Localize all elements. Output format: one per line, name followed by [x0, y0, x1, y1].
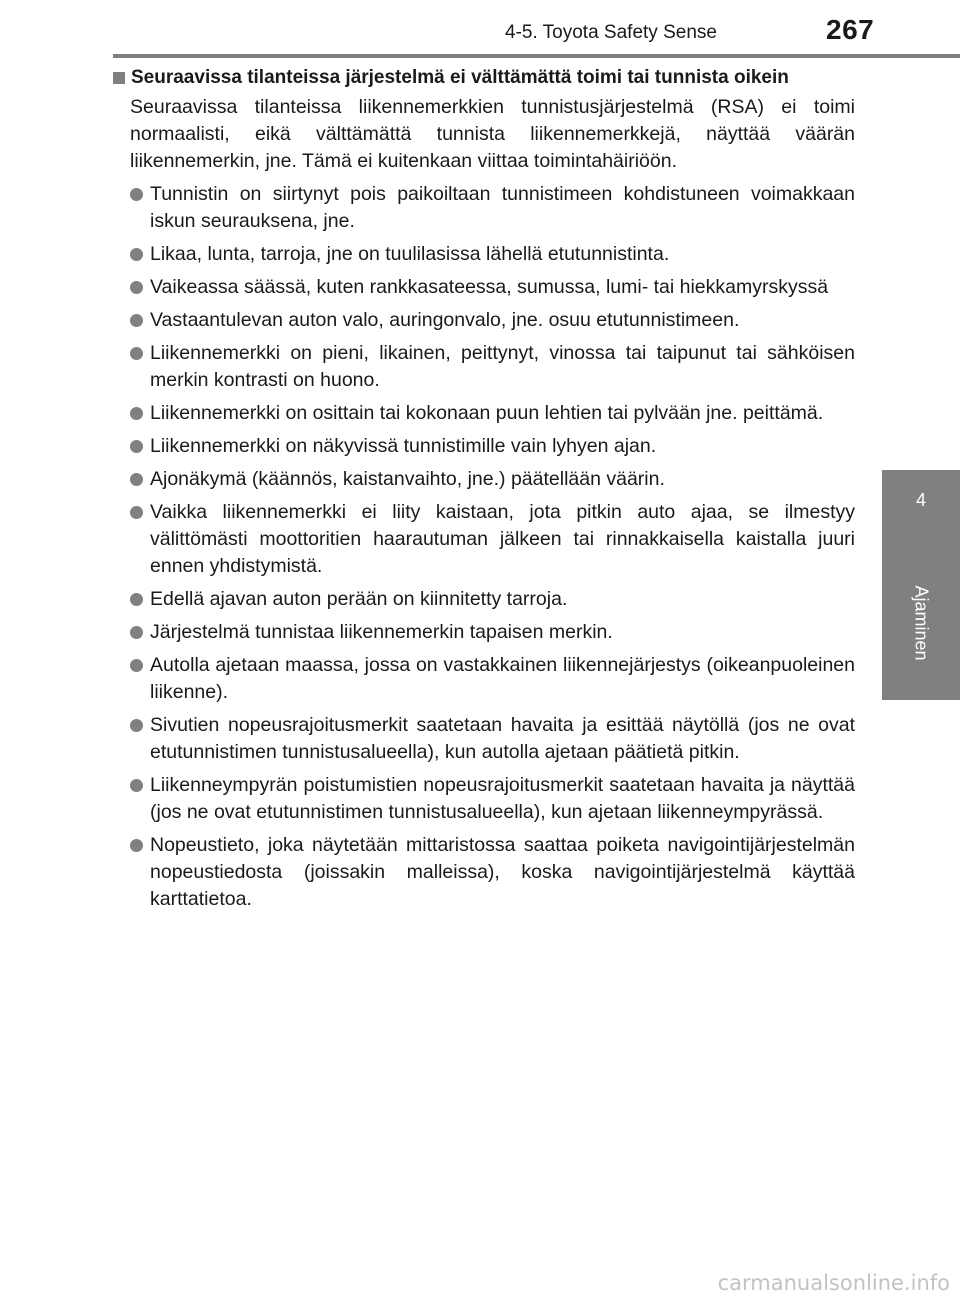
chapter-side-tab	[882, 470, 960, 700]
circle-bullet-icon	[130, 407, 143, 420]
list-item-text: Ajonäkymä (käännös, kaistanvaihto, jne.) päätellään väärin.	[150, 468, 665, 490]
circle-bullet-icon	[130, 347, 143, 360]
list-item	[130, 400, 855, 427]
circle-bullet-icon	[130, 440, 143, 453]
circle-bullet-icon	[130, 779, 143, 792]
circle-bullet-icon	[130, 248, 143, 261]
list-item-text: Järjestelmä tunnistaa liikennemerkin tapaisen merkin.	[150, 621, 613, 643]
circle-bullet-icon	[130, 188, 143, 201]
list-item	[130, 433, 855, 460]
list-item-text: Vaikeassa säässä, kuten rankkasateessa, sumussa, lumi- tai hiekkamyrskyssä	[150, 276, 829, 298]
list-item-text: Vaikka liikennemerkki ei liity kaistaan, jota pitkin auto ajaa, se ilmestyy välittömästi moottoritien haarautuman jälkeen tai rinnakkaisella kaistalla juuri ennen yhdistymistä.	[150, 501, 855, 577]
chapter-number: 4	[915, 490, 926, 510]
page-number: 267	[826, 14, 875, 45]
circle-bullet-icon	[130, 314, 143, 327]
list-item	[130, 652, 855, 706]
header-rule	[113, 54, 960, 58]
list-item	[130, 241, 855, 268]
circle-bullet-icon	[130, 593, 143, 606]
circle-bullet-icon	[130, 473, 143, 486]
running-header-section-title: 4-5. Toyota Safety Sense	[505, 22, 717, 43]
circle-bullet-icon	[130, 659, 143, 672]
list-item	[130, 307, 855, 334]
site-watermark: carmanualsonline.info	[717, 1271, 950, 1295]
condition-list	[113, 181, 855, 913]
section-heading-text: Seuraavissa tilanteissa järjestelmä ei välttämättä toimi tai tunnista oikein	[131, 67, 789, 88]
list-item-text: Nopeustieto, joka näytetään mittaristossa saattaa poiketa navigointijärjestelmän nopeustiedosta (joissakin malleissa), koska navigointijärjestelmä käyttää karttatietoa.	[150, 834, 855, 910]
list-item-text: Liikenneympyrän poistumistien nopeusrajoitusmerkit saatetaan havaita ja näyttää (jos ne ovat etutunnistimen tunnistusalueella), kun ajetaan liikenneympyrässä.	[150, 774, 855, 823]
list-item	[130, 586, 855, 613]
list-item-text: Sivutien nopeusrajoitusmerkit saatetaan havaita ja esittää näytöllä (jos ne ovat etutunnistimen tunnistusalueella), kun autolla ajetaan päätietä pitkin.	[150, 714, 855, 763]
chapter-label: Ajaminen	[911, 585, 932, 661]
list-item-text: Liikennemerkki on pieni, likainen, peittynyt, vinossa tai taipunut tai sähköisen merkin kontrasti on huono.	[150, 342, 855, 391]
section-heading	[113, 64, 855, 92]
list-item	[130, 712, 855, 766]
list-item-text: Edellä ajavan auton perään on kiinnitetty tarroja.	[150, 588, 568, 610]
square-bullet-icon	[113, 72, 125, 84]
main-content	[113, 64, 855, 919]
list-item	[130, 499, 855, 580]
list-item	[130, 274, 855, 301]
list-item	[130, 619, 855, 646]
list-item-text: Tunnistin on siirtynyt pois paikoiltaan tunnistimeen kohdistuneen voimakkaan iskun seurauksena, jne.	[150, 183, 855, 232]
section-intro: Seuraavissa tilanteissa liikennemerkkien tunnistusjärjestelmä (RSA) ei toimi normaalisti, eikä välttämättä tunnista liikennemerkkejä, näyttää väärän liikennemerkin, jne. Tämä ei kuitenkaan viittaa toimintahäiriöön.	[130, 96, 855, 172]
circle-bullet-icon	[130, 626, 143, 639]
list-item-text: Liikennemerkki on osittain tai kokonaan puun lehtien tai pylvään jne. peittämä.	[150, 402, 824, 424]
list-item-text: Vastaantulevan auton valo, auringonvalo, jne. osuu etutunnistimeen.	[150, 309, 740, 331]
list-item	[130, 340, 855, 394]
list-item	[130, 466, 855, 493]
circle-bullet-icon	[130, 281, 143, 294]
list-item-text: Liikennemerkki on näkyvissä tunnistimille vain lyhyen ajan.	[150, 435, 657, 457]
circle-bullet-icon	[130, 719, 143, 732]
list-item	[130, 832, 855, 913]
list-item	[130, 181, 855, 235]
list-item-text: Likaa, lunta, tarroja, jne on tuulilasissa lähellä etutunnistinta.	[150, 243, 670, 265]
list-item-text: Autolla ajetaan maassa, jossa on vastakkainen liikennejärjestys (oikeanpuoleinen liikenne).	[150, 654, 855, 703]
circle-bullet-icon	[130, 839, 143, 852]
circle-bullet-icon	[130, 506, 143, 519]
list-item	[130, 772, 855, 826]
